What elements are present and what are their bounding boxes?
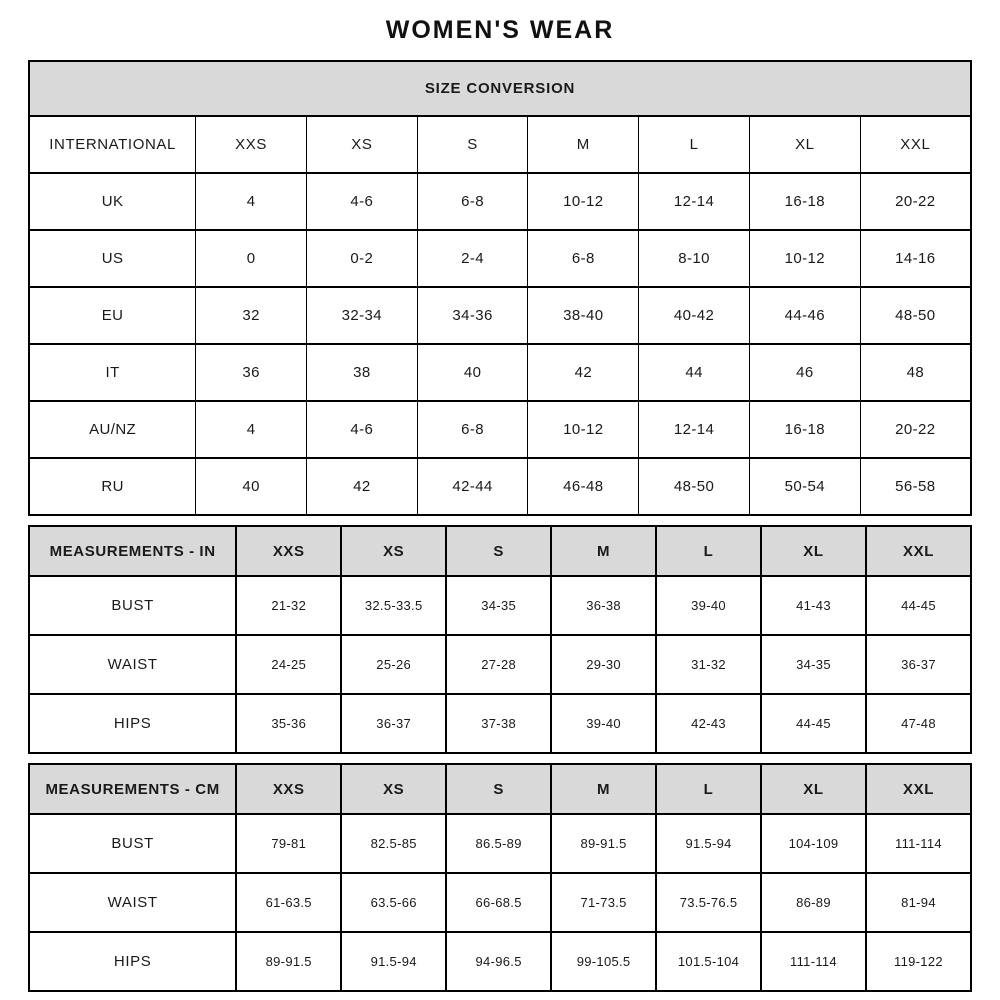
size-conversion-cell-us-xxl: 14-16 <box>860 230 971 287</box>
measurements-cm-cell-waist-xl: 86-89 <box>761 873 866 932</box>
measurements-in-row-bust <box>29 576 971 635</box>
measurements-in-cell-hips-xs: 36-37 <box>341 694 446 753</box>
size-conversion-cell-uk-xl: 16-18 <box>749 173 860 230</box>
size-conversion-row-label-uk: UK <box>29 173 196 230</box>
size-conversion-cell-eu-xl: 44-46 <box>749 287 860 344</box>
size-conversion-cell-au-nz-xs: 4-6 <box>306 401 417 458</box>
measurements-in-cell-bust-xl: 41-43 <box>761 576 866 635</box>
size-conversion-header-xl: XL <box>749 116 860 173</box>
size-conversion-banner-title: SIZE CONVERSION <box>29 61 971 116</box>
measurements-cm-cell-hips-l: 101.5-104 <box>656 932 761 991</box>
measurements-in-header-row <box>29 526 971 576</box>
measurements-in-cell-bust-m: 36-38 <box>551 576 656 635</box>
measurements-cm-cell-hips-xs: 91.5-94 <box>341 932 446 991</box>
size-conversion-header-row <box>29 116 971 173</box>
measurements-in-header-xs: XS <box>341 526 446 576</box>
size-conversion-cell-eu-s: 34-36 <box>417 287 528 344</box>
size-conversion-row-label-ru: RU <box>29 458 196 515</box>
size-conversion-cell-eu-m: 38-40 <box>528 287 639 344</box>
size-conversion-cell-au-nz-xl: 16-18 <box>749 401 860 458</box>
size-conversion-cell-au-nz-l: 12-14 <box>639 401 750 458</box>
size-conversion-cell-it-xl: 46 <box>749 344 860 401</box>
measurements-in-header-xxl: XXL <box>866 526 971 576</box>
measurements-in-cell-waist-s: 27-28 <box>446 635 551 694</box>
measurements-in-cell-waist-xs: 25-26 <box>341 635 446 694</box>
measurements-cm-header-l: L <box>656 764 761 814</box>
measurements-cm-cell-waist-xxs: 61-63.5 <box>236 873 341 932</box>
measurements-in-cell-bust-s: 34-35 <box>446 576 551 635</box>
size-conversion-cell-uk-m: 10-12 <box>528 173 639 230</box>
measurements-cm-cell-waist-xxl: 81-94 <box>866 873 971 932</box>
measurements-cm-cell-hips-xxl: 119-122 <box>866 932 971 991</box>
size-conversion-cell-ru-xs: 42 <box>306 458 417 515</box>
size-conversion-section <box>28 60 972 516</box>
size-conversion-cell-it-xs: 38 <box>306 344 417 401</box>
size-conversion-cell-us-s: 2-4 <box>417 230 528 287</box>
measurements-in-header-xl: XL <box>761 526 866 576</box>
measurements-cm-cell-bust-xxl: 111-114 <box>866 814 971 873</box>
size-conversion-cell-us-xxs: 0 <box>196 230 307 287</box>
measurements-cm-row-bust <box>29 814 971 873</box>
size-conversion-cell-au-nz-m: 10-12 <box>528 401 639 458</box>
measurements-in-cell-bust-xs: 32.5-33.5 <box>341 576 446 635</box>
measurements-in-cell-hips-xxl: 47-48 <box>866 694 971 753</box>
measurements-cm-header-measurements-cm: MEASUREMENTS - CM <box>29 764 236 814</box>
measurements-cm-header-xxs: XXS <box>236 764 341 814</box>
size-conversion-cell-us-xs: 0-2 <box>306 230 417 287</box>
measurements-cm-cell-bust-m: 89-91.5 <box>551 814 656 873</box>
measurements-cm-header-s: S <box>446 764 551 814</box>
measurements-cm-cell-hips-xl: 111-114 <box>761 932 866 991</box>
size-conversion-header-m: M <box>528 116 639 173</box>
measurements-cm-cell-waist-s: 66-68.5 <box>446 873 551 932</box>
size-conversion-cell-us-xl: 10-12 <box>749 230 860 287</box>
measurements-in-cell-waist-l: 31-32 <box>656 635 761 694</box>
measurements-cm-cell-bust-xs: 82.5-85 <box>341 814 446 873</box>
measurements-cm-header-xl: XL <box>761 764 866 814</box>
size-conversion-cell-ru-s: 42-44 <box>417 458 528 515</box>
measurements-cm-cell-hips-m: 99-105.5 <box>551 932 656 991</box>
size-conversion-header-xxl: XXL <box>860 116 971 173</box>
measurements-cm-row-label-hips: HIPS <box>29 932 236 991</box>
measurements-cm-header-xs: XS <box>341 764 446 814</box>
size-conversion-cell-au-nz-s: 6-8 <box>417 401 528 458</box>
size-conversion-cell-ru-xxs: 40 <box>196 458 307 515</box>
size-conversion-row-it <box>29 344 971 401</box>
measurements-in-cell-hips-l: 42-43 <box>656 694 761 753</box>
measurements-in-header-m: M <box>551 526 656 576</box>
size-conversion-cell-ru-m: 46-48 <box>528 458 639 515</box>
measurements-in-cell-waist-m: 29-30 <box>551 635 656 694</box>
size-conversion-cell-ru-xl: 50-54 <box>749 458 860 515</box>
measurements-cm-cell-hips-xxs: 89-91.5 <box>236 932 341 991</box>
size-conversion-row-label-us: US <box>29 230 196 287</box>
size-conversion-header-international: INTERNATIONAL <box>29 116 196 173</box>
size-conversion-cell-eu-xxl: 48-50 <box>860 287 971 344</box>
measurements-cm-header-row <box>29 764 971 814</box>
measurements-in-cell-bust-l: 39-40 <box>656 576 761 635</box>
size-conversion-cell-ru-xxl: 56-58 <box>860 458 971 515</box>
size-conversion-cell-eu-l: 40-42 <box>639 287 750 344</box>
size-conversion-row-uk <box>29 173 971 230</box>
measurements-in-row-label-bust: BUST <box>29 576 236 635</box>
size-conversion-cell-au-nz-xxl: 20-22 <box>860 401 971 458</box>
size-conversion-cell-it-xxl: 48 <box>860 344 971 401</box>
measurements-cm-cell-waist-m: 71-73.5 <box>551 873 656 932</box>
measurements-cm-cell-waist-l: 73.5-76.5 <box>656 873 761 932</box>
size-conversion-cell-it-xxs: 36 <box>196 344 307 401</box>
measurements-in-header-measurements-in: MEASUREMENTS - IN <box>29 526 236 576</box>
measurements-cm-cell-bust-xxs: 79-81 <box>236 814 341 873</box>
size-conversion-cell-uk-l: 12-14 <box>639 173 750 230</box>
measurements-cm-row-hips <box>29 932 971 991</box>
measurements-cm-row-label-bust: BUST <box>29 814 236 873</box>
size-conversion-cell-eu-xxs: 32 <box>196 287 307 344</box>
measurements-in-cell-waist-xxs: 24-25 <box>236 635 341 694</box>
measurements-cm-cell-bust-xl: 104-109 <box>761 814 866 873</box>
size-conversion-banner-row <box>29 61 971 116</box>
measurements-cm-header-m: M <box>551 764 656 814</box>
size-conversion-row-us <box>29 230 971 287</box>
measurements-in-row-hips <box>29 694 971 753</box>
measurements-in-header-l: L <box>656 526 761 576</box>
size-conversion-header-xxs: XXS <box>196 116 307 173</box>
size-conversion-row-label-it: IT <box>29 344 196 401</box>
measurements-in-cell-hips-m: 39-40 <box>551 694 656 753</box>
size-conversion-cell-uk-xs: 4-6 <box>306 173 417 230</box>
measurements-in-row-label-waist: WAIST <box>29 635 236 694</box>
size-conversion-header-xs: XS <box>306 116 417 173</box>
measurements-in-row-label-hips: HIPS <box>29 694 236 753</box>
measurements-in-cell-bust-xxl: 44-45 <box>866 576 971 635</box>
size-conversion-header-l: L <box>639 116 750 173</box>
measurements-cm-row-waist <box>29 873 971 932</box>
measurements-in-cell-bust-xxs: 21-32 <box>236 576 341 635</box>
measurements-cm-cell-hips-s: 94-96.5 <box>446 932 551 991</box>
measurements-cm-cell-bust-s: 86.5-89 <box>446 814 551 873</box>
measurements-in-cell-hips-xl: 44-45 <box>761 694 866 753</box>
measurements-cm-cell-bust-l: 91.5-94 <box>656 814 761 873</box>
size-conversion-cell-uk-xxl: 20-22 <box>860 173 971 230</box>
size-conversion-cell-ru-l: 48-50 <box>639 458 750 515</box>
measurements-in-section <box>28 525 972 754</box>
measurements-cm-header-xxl: XXL <box>866 764 971 814</box>
size-conversion-cell-it-l: 44 <box>639 344 750 401</box>
size-conversion-row-eu <box>29 287 971 344</box>
measurements-in-cell-waist-xl: 34-35 <box>761 635 866 694</box>
size-conversion-table <box>28 60 972 516</box>
page-title: WOMEN'S WEAR <box>385 16 615 44</box>
size-conversion-header-s: S <box>417 116 528 173</box>
size-conversion-row-label-au-nz: AU/NZ <box>29 401 196 458</box>
measurements-in-header-xxs: XXS <box>236 526 341 576</box>
size-conversion-cell-eu-xs: 32-34 <box>306 287 417 344</box>
measurements-in-cell-waist-xxl: 36-37 <box>866 635 971 694</box>
measurements-cm-cell-waist-xs: 63.5-66 <box>341 873 446 932</box>
measurements-in-cell-hips-xxs: 35-36 <box>236 694 341 753</box>
measurements-in-row-waist <box>29 635 971 694</box>
measurements-in-header-s: S <box>446 526 551 576</box>
measurements-in-table <box>28 525 972 754</box>
size-conversion-cell-au-nz-xxs: 4 <box>196 401 307 458</box>
size-conversion-cell-it-m: 42 <box>528 344 639 401</box>
measurements-cm-row-label-waist: WAIST <box>29 873 236 932</box>
size-conversion-cell-it-s: 40 <box>417 344 528 401</box>
measurements-cm-section <box>28 763 972 992</box>
size-conversion-row-ru <box>29 458 971 515</box>
size-conversion-cell-us-m: 6-8 <box>528 230 639 287</box>
size-conversion-cell-uk-s: 6-8 <box>417 173 528 230</box>
measurements-cm-table <box>28 763 972 992</box>
size-conversion-cell-us-l: 8-10 <box>639 230 750 287</box>
size-conversion-cell-uk-xxs: 4 <box>196 173 307 230</box>
size-conversion-row-au-nz <box>29 401 971 458</box>
measurements-in-cell-hips-s: 37-38 <box>446 694 551 753</box>
size-conversion-row-label-eu: EU <box>29 287 196 344</box>
